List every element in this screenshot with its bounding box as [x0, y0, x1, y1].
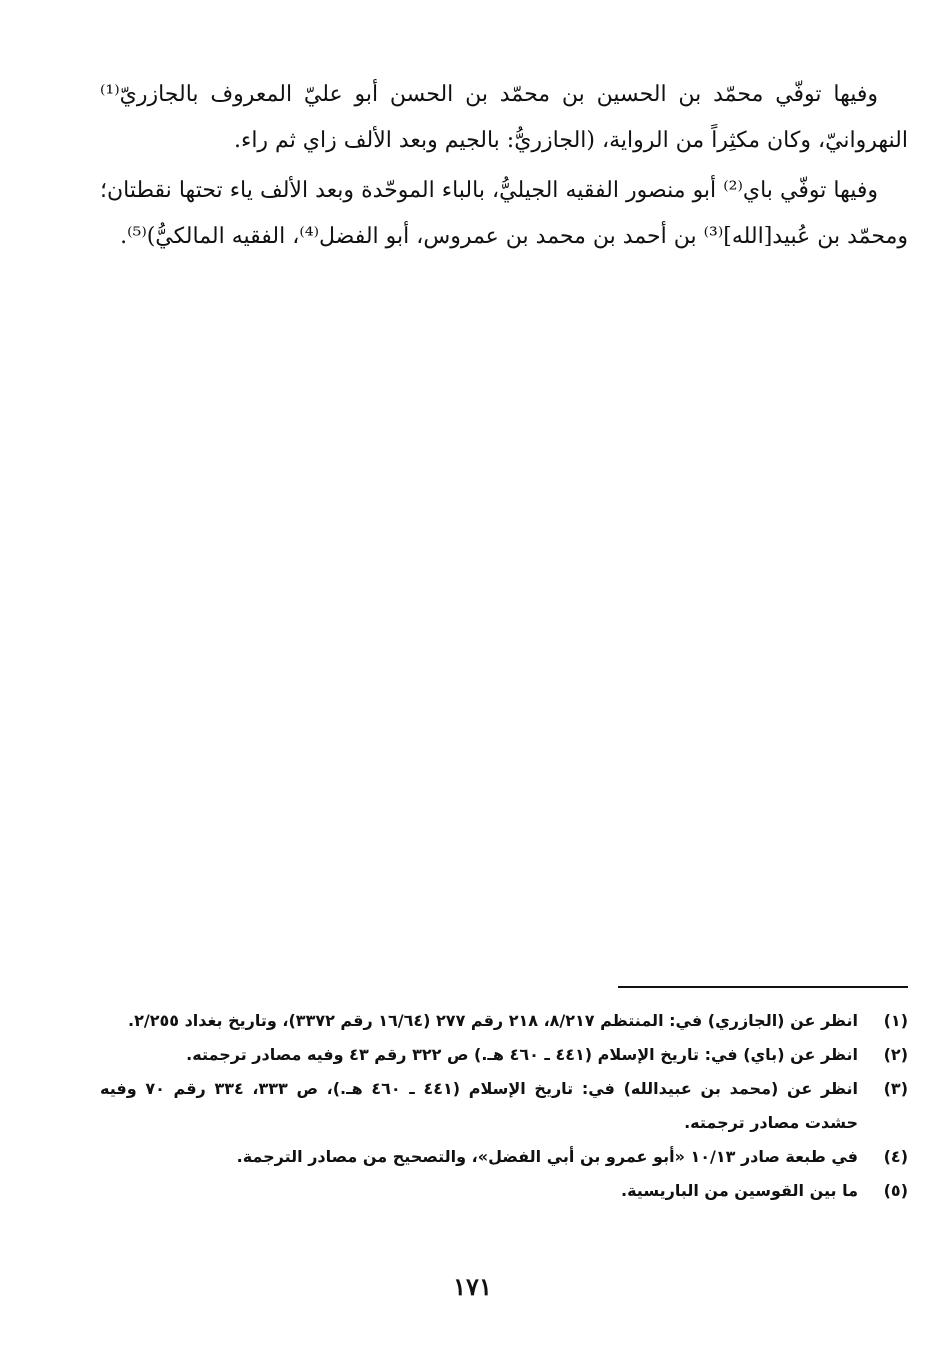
page-number: ١٧١ — [453, 1272, 492, 1301]
footnote-4 — [100, 1140, 908, 1174]
footnote-5 — [100, 1174, 908, 1208]
footnote-1 — [100, 1004, 908, 1038]
footnote-separator — [618, 986, 908, 988]
footnote-number: (٤) — [883, 1147, 908, 1166]
footnote-number: (٣) — [883, 1079, 908, 1098]
footnotes-section — [100, 1004, 908, 1208]
paragraph-1: وفيها توفّي محمّد بن الحسين بن محمّد بن الحسن أبو عليّ المعروف بالجازريّ⁽¹⁾ النهروانيّ، وكان مكثِراً من الرواية، (الجازريُّ: بالجيم وبعد الألف زاي ثم راء. — [100, 82, 908, 153]
footnote-text: ما بين القوسين من الباريسية. — [621, 1181, 858, 1200]
main-text-body — [100, 72, 908, 264]
footnote-3 — [100, 1072, 908, 1140]
footnote-number: (٥) — [883, 1181, 908, 1200]
footnote-text: في طبعة صادر ١٠/١٣ «أبو عمرو بن أبي الفضل»، والتصحيح من مصادر الترجمة. — [236, 1147, 858, 1166]
footnote-2 — [100, 1038, 908, 1072]
footnote-text: انظر عن (الجازري) في: المنتظم ٨/٢١٧، ٢١٨ رقم ٢٧٧ (١٦/٦٤ رقم ٣٣٧٢)، وتاريخ بغداد ٢/٢٥٥. — [128, 1011, 858, 1030]
footnote-text: انظر عن (محمد بن عبيدالله) في: تاريخ الإسلام (٤٤١ ـ ٤٦٠ هـ.)، ص ٣٣٣، ٣٣٤ رقم ٧٠ وفيه حشدت مصادر ترجمته. — [100, 1079, 859, 1132]
paragraph-2: وفيها توفّي باي⁽²⁾ أبو منصور الفقيه الجيليُّ، بالباء الموحّدة وبعد الألف ياء تحتها نقطتان؛ ومحمّد بن عُبيد[الله]⁽³⁾ بن أحمد بن محمد بن عمروس، أبو الفضل⁽⁴⁾، الفقيه المالكيُّ)⁽⁵⁾. — [100, 178, 908, 249]
footnote-number: (٢) — [883, 1045, 908, 1064]
footnote-number: (١) — [883, 1011, 908, 1030]
footnote-text: انظر عن (باي) في: تاريخ الإسلام (٤٤١ ـ ٤٦٠ هـ.) ص ٣٢٢ رقم ٤٣ وفيه مصادر ترجمته. — [186, 1045, 858, 1064]
